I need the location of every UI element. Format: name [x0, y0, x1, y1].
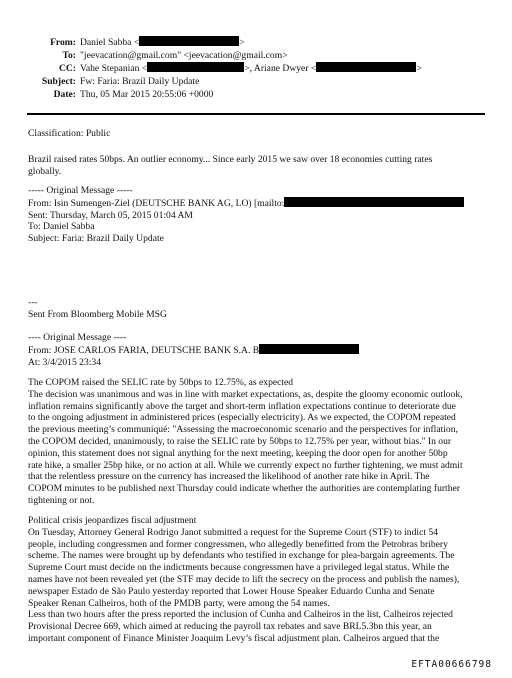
- orig1-sent: Sent: Thursday, March 05, 2015 01:04 AM: [28, 209, 193, 221]
- original-message-1: [28, 185, 488, 245]
- redaction-bar: [284, 197, 464, 207]
- original-message-separator: ---- Original Message ----: [28, 332, 127, 343]
- orig2-from: From: JOSE CARLOS FARIA, DEUTSCHE BANK S.A. B: [28, 344, 260, 356]
- from-value: Daniel Sabba <: [80, 37, 140, 48]
- date-label: Date:: [53, 89, 76, 100]
- dashes-separator: ---: [28, 297, 38, 308]
- redaction-bar: [139, 36, 239, 46]
- cc-value-2: >, Ariane Dwyer <: [244, 63, 317, 74]
- to-value: "jeevacation@gmail.com" <jeevacation@gmail.com>: [80, 50, 288, 61]
- from-tail: >: [239, 37, 245, 48]
- subject-label: Subject:: [41, 76, 76, 87]
- political-crisis-paragraph: Political crisis jeopardizes fiscal adjustment On Tuesday, Attorney General Rodrigo Janot submitted a request for the Supreme Court (STF) to indict 54 people, including congressmen and former congressmen, who allegedly benefitted from the Petrobras bribery scheme. The names were brought up by defendants who testified in exchange for plea-bargain agreements. The Supreme Court must decide on the indictments because congressmen have a privileged legal status. While the names have not been revealed yet (the STF may decide to lift the secrecy on the process and publish the names), newspaper Estado de São Paulo yesterday reported that Lower House Speaker Eduardo Cunha and Senate Speaker Renan Calheiros, both of the PMDB party, were among the 54 names. Less than two hours after the press reported the inclusion of Cunha and Calheiros in the list, Calheiros rejected Provisional Decree 669, which aimed at reducing the payroll tax rebates and save BRL5.3bn this year, an important component of Finance Minister Joaquim Levy’s fiscal adjustment plan. Calheiros argued that the: [28, 515, 460, 644]
- intro-paragraph: Brazil raised rates 50bps. An outlier economy... Since early 2015 we saw over 18 economies cutting rates globally.: [28, 154, 433, 177]
- redaction-bar: [147, 62, 244, 72]
- to-label: To:: [62, 50, 76, 61]
- orig2-at: At: 3/4/2015 23:34: [28, 356, 102, 368]
- from-label: From:: [50, 37, 76, 48]
- classification-text: Classification: Public: [28, 128, 111, 139]
- original-message-separator: ----- Original Message -----: [28, 185, 133, 196]
- copom-paragraph: The COPOM raised the SELIC rate by 50bps to 12.75%, as expected The decision was unanimous and was in line with market expectations, as, despite the gloomy economic outlook, inflation remains significantly above the target and short-term inflation expectations continue to deteriorate due to the ongoing adjustment in administered prices (especially electricity). As we expected, the COPOM repeated the previous meeting’s communiqué: "Assessing the macroeconomic scenario and the perspectives for inflation, the COPOM decided, unanimously, to raise the SELIC rate by 50bps to 12.75% per year, without bias." In our opinion, this statement does not signal anything for the next meeting, keeping the door open for another 50bp rate hike, a smaller 25bp hike, or no action at all. While we currently expect no further tightening, we must admit that the relentless pressure on the currency has increased the likelihood of another rate hike in April. The COPOM minutes to be published next Thursday could indicate whether the authorities are contemplating further tightening or not.: [28, 377, 463, 506]
- cc-tail: >: [416, 63, 422, 74]
- orig1-subject: Subject: Faria: Brazil Daily Update: [28, 233, 164, 245]
- orig1-to: To: Daniel Sabba: [28, 221, 95, 233]
- orig1-from: From: Isin Sumengen-Ziel (DEUTSCHE BANK AG, LO) [mailto:: [28, 197, 285, 209]
- cc-value-1: Vahe Stepanian <: [80, 63, 148, 74]
- redaction-bar: [259, 344, 359, 354]
- header-divider: [27, 113, 485, 115]
- subject-value: Fw: Faria: Brazil Daily Update: [80, 76, 200, 87]
- document-id: EFTA00666798: [411, 659, 492, 670]
- bloomberg-signature: Sent From Bloomberg Mobile MSG: [28, 309, 167, 320]
- original-message-2: [28, 332, 488, 368]
- cc-label: CC:: [58, 63, 76, 74]
- redaction-bar: [316, 62, 416, 72]
- date-value: Thu, 05 Mar 2015 20:55:06 +0000: [80, 89, 214, 100]
